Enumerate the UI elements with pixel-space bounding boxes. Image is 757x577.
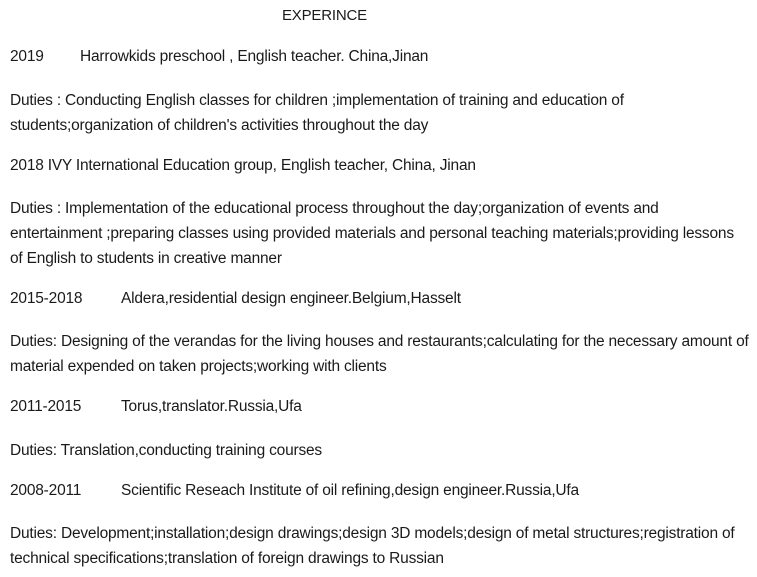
entry-years: 2015-2018 [10, 290, 83, 307]
entry-duties: Duties : Conducting English classes for children ;implementation of training and education of students;organization of children's activities throughout the day [10, 92, 624, 134]
entry-position: Scientific Reseach Institute of oil refining,design engineer.Russia,Ufa [121, 482, 579, 499]
entry-duties: Duties: Translation,conducting training courses [10, 442, 322, 459]
entry-years: 2019 [10, 48, 44, 65]
entry-position: IVY International Education group, English teacher, China, Jinan [47, 157, 476, 174]
entry-duties: Duties : Implementation of the educational process throughout the day;organization of events and entertainment ;preparing classes using provided materials and personal teaching materials;providing lessons of English to students in creative manner [10, 200, 734, 267]
entry-years: 2008-2011 [10, 482, 82, 499]
section-title: EXPERINCE [282, 7, 367, 24]
experience-entry-header [10, 48, 428, 66]
entry-position: Harrowkids preschool , English teacher. China,Jinan [80, 48, 429, 65]
experience-entry-header [10, 482, 579, 500]
entry-years: 2018 [10, 157, 44, 174]
entry-duties: Duties: Development;installation;design drawings;design 3D models;design of metal structures;registration of technical specifications;translation of foreign drawings to Russian [10, 525, 735, 567]
entry-duties: Duties: Designing of the verandas for the living houses and restaurants;calculating for the necessary amount of material expended on taken projects;working with clients [10, 333, 749, 375]
experience-entry-header [10, 398, 302, 416]
entry-position: Torus,translator.Russia,Ufa [121, 398, 302, 415]
entry-years: 2011-2015 [10, 398, 82, 415]
experience-entry-header [10, 157, 476, 175]
experience-entry-header [10, 290, 461, 308]
entry-position: Aldera,residential design engineer.Belgium,Hasselt [121, 290, 461, 307]
